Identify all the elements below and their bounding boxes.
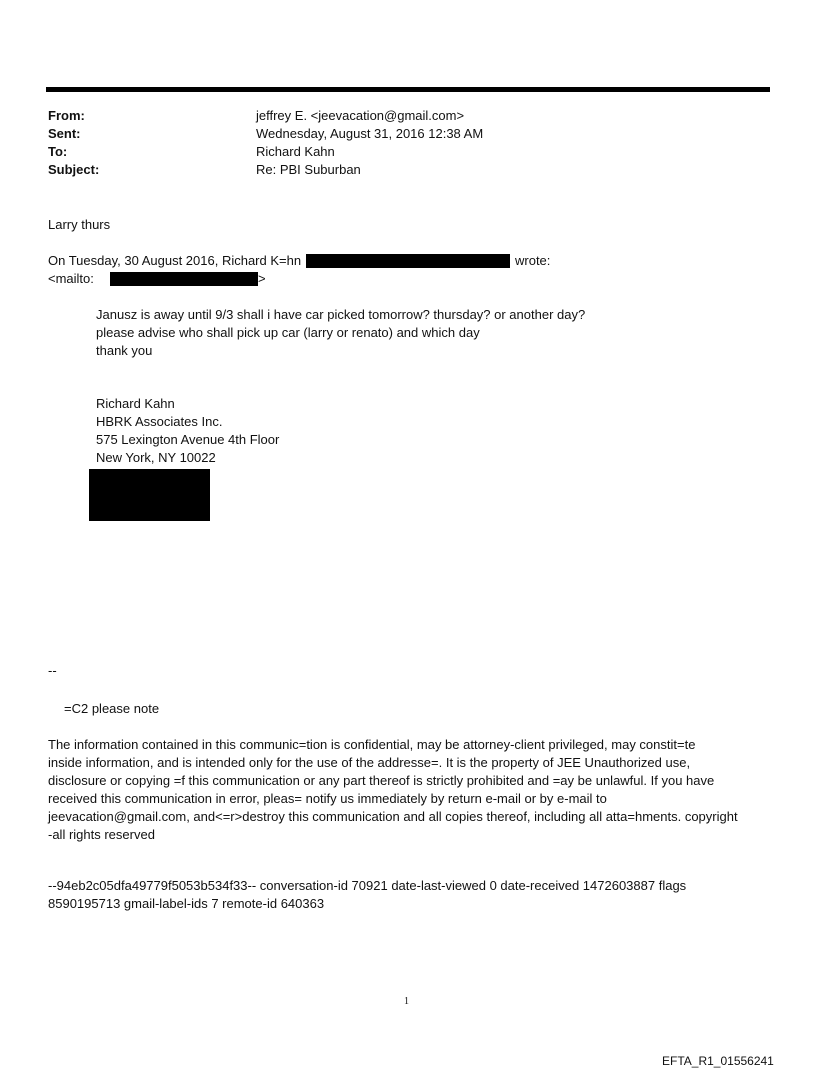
signature-address: 575 Lexington Avenue 4th Floor: [96, 432, 280, 447]
header-rule: [46, 87, 770, 92]
reply-text: Larry thurs: [48, 217, 111, 232]
disclaimer-line: The information contained in this communic=tion is confidential, may be attorney-client privileged, may constit=te: [48, 737, 696, 752]
redaction-email: [306, 254, 510, 268]
from-value: jeffrey E. <jeevacation@gmail.com>: [256, 108, 465, 123]
metadata-line: --94eb2c05dfa49779f5053b534f33-- conversation-id 70921 date-last-viewed 0 date-received 1472603887 flags: [48, 878, 687, 893]
quote-intro-wrote: wrote:: [515, 253, 551, 268]
disclaimer-line: jeevacation@gmail.com, and<=r>destroy this communication and all copies thereof, including all atta=hments. copyright: [48, 809, 738, 824]
bates-number: EFTA_R1_01556241: [662, 1054, 774, 1068]
quote-intro-mailto-end: >: [258, 271, 266, 286]
signature-name: Richard Kahn: [96, 396, 175, 411]
disclaimer-line: received this communication in error, pleas= notify us immediately by return e-mail or by e-mail to: [48, 791, 607, 806]
quoted-line: please advise who shall pick up car (larry or renato) and which day: [96, 325, 480, 340]
sent-label: Sent:: [48, 126, 81, 141]
quoted-line: Janusz is away until 9/3 shall i have car picked tomorrow? thursday? or another day?: [96, 307, 586, 322]
metadata: [48, 877, 773, 913]
note-text: =C2 please note: [64, 701, 160, 716]
disclaimer-line: -all rights reserved: [48, 827, 155, 842]
subject-value: Re: PBI Suburban: [256, 162, 361, 177]
metadata-line: 8590195713 gmail-label-ids 7 remote-id 640363: [48, 896, 325, 911]
page-number: 1: [404, 996, 409, 1007]
sent-value: Wednesday, August 31, 2016 12:38 AM: [256, 126, 484, 141]
signature-company: HBRK Associates Inc.: [96, 414, 223, 429]
quote-intro-mailto: <mailto:: [48, 271, 94, 286]
redaction-mailto: [110, 272, 258, 286]
quoted-line: thank you: [96, 343, 153, 358]
disclaimer: [48, 736, 773, 844]
disclaimer-line: disclosure or copying =f this communication or any part thereof is strictly prohibited and =ay be unlawful. If you have: [48, 773, 715, 788]
subject-label: Subject:: [48, 162, 100, 177]
to-value: Richard Kahn: [256, 144, 335, 159]
separator: --: [48, 663, 57, 678]
quote-intro-line-1: On Tuesday, 30 August 2016, Richard K=hn: [48, 253, 302, 268]
disclaimer-line: inside information, and is intended only for the use of the addresse=. It is the property of JEE Unauthorized use,: [48, 755, 691, 770]
redaction-block: [89, 469, 210, 521]
to-label: To:: [48, 144, 68, 159]
from-label: From:: [48, 108, 85, 123]
signature-city: New York, NY 10022: [96, 450, 216, 465]
